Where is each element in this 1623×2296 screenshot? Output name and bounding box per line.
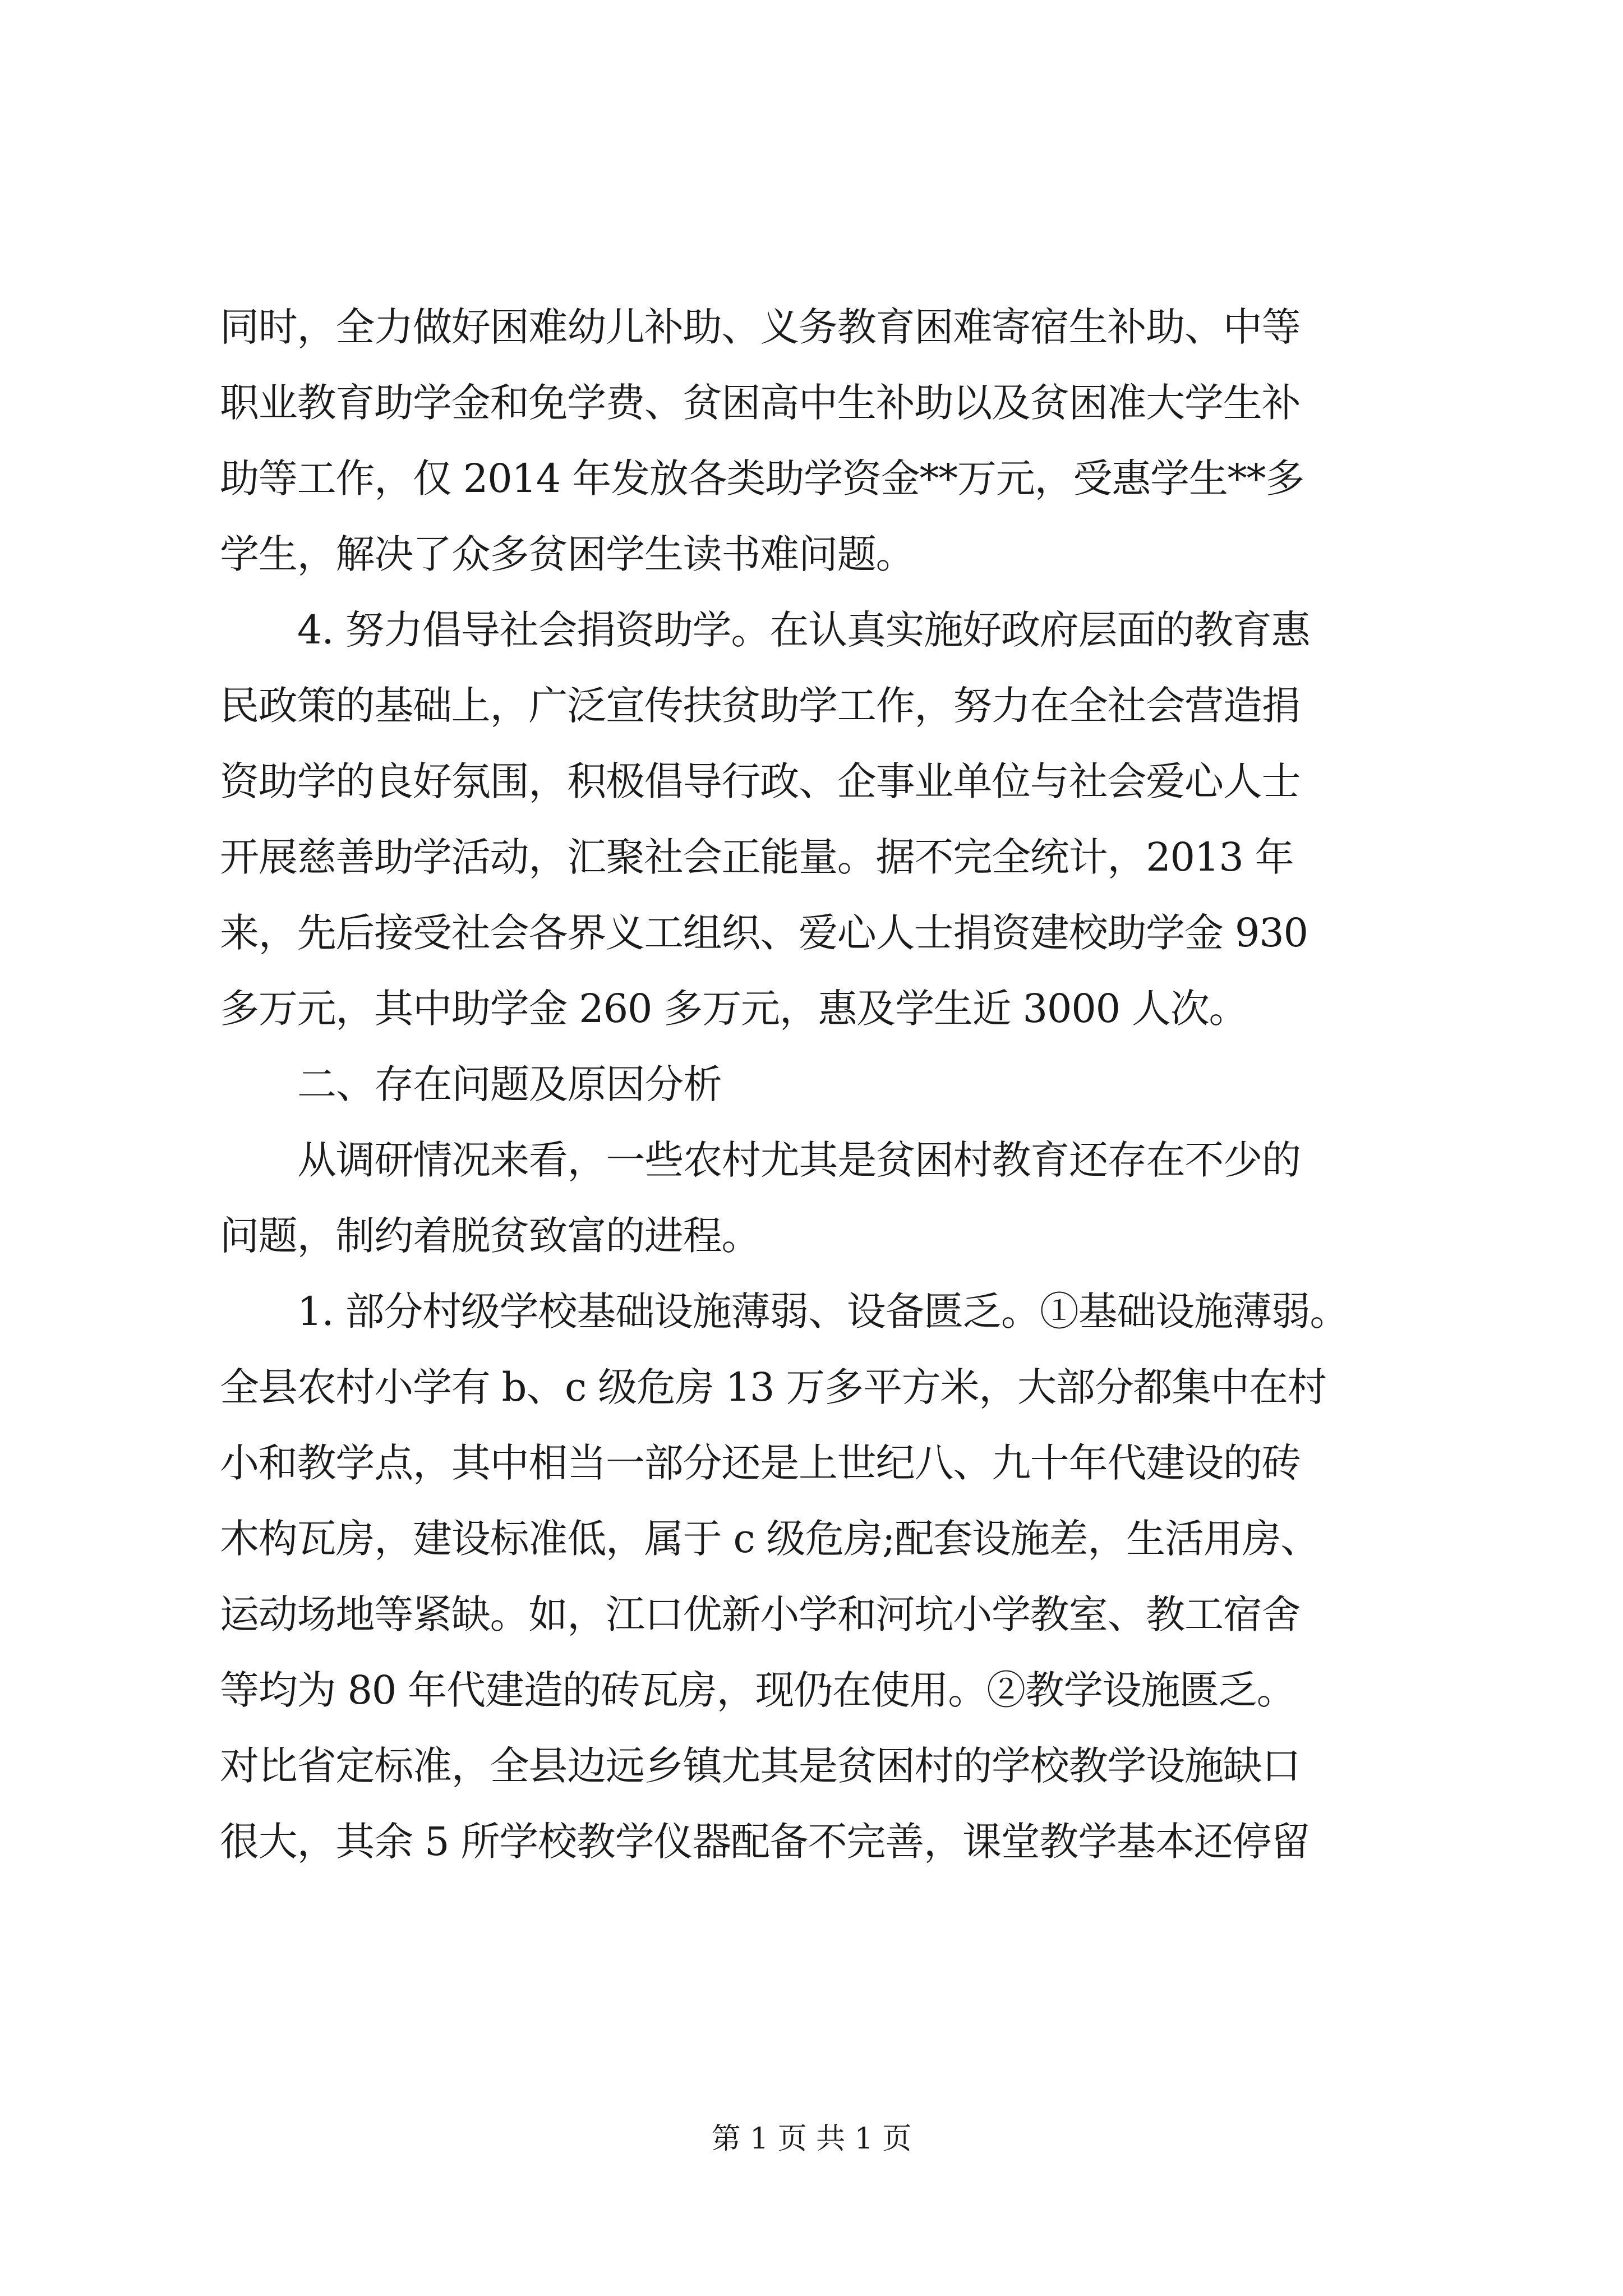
text-line: 多万元，其中助学金 260 多万元，惠及学生近 3000 人次。	[220, 986, 1248, 1032]
text-line: 职业教育助学金和免学费、贫困高中生补助以及贫困准大学生补	[220, 380, 1301, 426]
text-line: 运动场地等紧缺。如，江口优新小学和河坑小学教室、教工宿舍	[220, 1591, 1301, 1637]
page-footer: 第 1 页 共 1 页	[711, 2122, 912, 2156]
section-heading: 二、存在问题及原因分析	[297, 1061, 722, 1107]
text-line: 很大，其余 5 所学校教学仪器配备不完善，课堂教学基本还停留	[220, 1819, 1310, 1865]
text-line: 小和教学点，其中相当一部分还是上世纪八、九十年代建设的砖	[220, 1440, 1301, 1486]
text-line: 对比省定标准，全县边远乡镇尤其是贫困村的学校教学设施缺口	[220, 1743, 1301, 1789]
text-line: 4. 努力倡导社会捐资助学。在认真实施好政府层面的教育惠	[297, 607, 1310, 653]
text-line: 来，先后接受社会各界义工组织、爱心人士捐资建校助学金 930	[220, 910, 1308, 956]
text-line: 学生，解决了众多贫困学生读书难问题。	[220, 531, 915, 577]
text-line: 助等工作，仅 2014 年发放各类助学资金**万元，受惠学生**多	[220, 455, 1304, 501]
text-line: 同时，全力做好困难幼儿补助、义务教育困难寄宿生补助、中等	[220, 304, 1301, 350]
text-line: 木构瓦房，建设标准低，属于 c 级危房;配套设施差，生活用房、	[220, 1516, 1320, 1562]
text-line: 等均为 80 年代建造的砖瓦房，现仍在使用。②教学设施匮乏。	[220, 1667, 1295, 1713]
text-line: 从调研情况来看，一些农村尤其是贫困村教育还存在不少的	[297, 1137, 1301, 1183]
text-line: 资助学的良好氛围，积极倡导行政、企事业单位与社会爱心人士	[220, 758, 1301, 804]
text-line: 开展慈善助学活动，汇聚社会正能量。据不完全统计，2013 年	[220, 834, 1294, 880]
text-line: 问题，制约着脱贫致富的进程。	[220, 1213, 760, 1259]
text-line: 民政策的基础上，广泛宣传扶贫助学工作，努力在全社会营造捐	[220, 683, 1301, 729]
text-line: 1. 部分村级学校基础设施薄弱、设备匮乏。①基础设施薄弱。	[297, 1289, 1349, 1335]
text-line: 全县农村小学有 b、c 级危房 13 万多平方米，大部分都集中在村	[220, 1364, 1326, 1410]
